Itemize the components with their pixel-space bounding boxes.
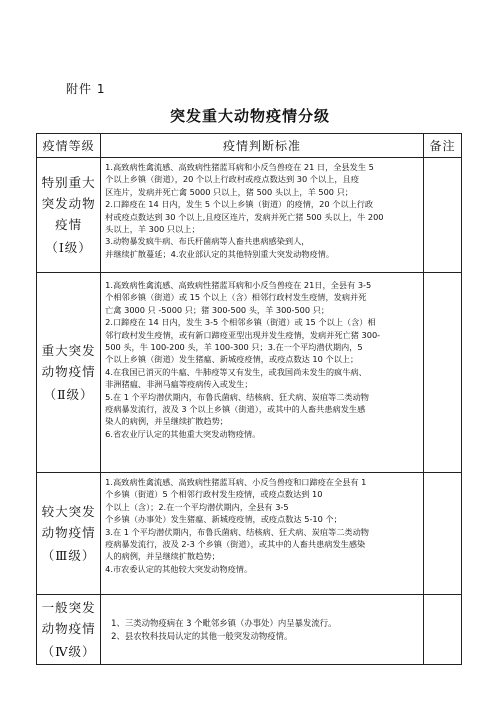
criteria-line: 500 头，牛 100-200 头，羊 100-300 只；3.在一个平均潜伏期内，5 (105, 342, 363, 353)
grade-label: （Ⅳ级） (41, 644, 96, 659)
notes-cell (423, 273, 461, 473)
criteria-line: 头以上，羊 300 只以上； (105, 224, 200, 235)
level-cell (37, 595, 101, 665)
level-line: 一般突发 (41, 600, 96, 615)
notes-cell (423, 473, 461, 595)
criteria-line: 个以上（含）；2.在一个平均潜伏期内，全县有 3-5 (105, 501, 289, 512)
criteria-line: 6.省农业厅认定的其他重大突发动物疫情。 (105, 428, 261, 439)
table-row (37, 273, 462, 473)
grade-label: （Ⅱ级） (43, 387, 94, 402)
level-line: 疫情 (55, 217, 83, 232)
criteria-line: 5.在 1 个平均潜伏期内，布鲁氏菌病、结核病、狂犬病、炭疽等二类动物 (105, 391, 369, 402)
criteria-line: 个乡镇（街道）5 个相邻行政村发生疫情，或疫点数达到 10 (105, 489, 323, 500)
table-row (37, 595, 462, 665)
criteria-line: 个相邻乡镇（街道）或 15 个以上（含）相邻行政村发生疫情，发病并死 (105, 292, 367, 303)
criteria-line: 村或疫点数达到 30 个以上,且疫区连片，发病并死亡猪 500 头以上，牛 200 (105, 211, 384, 222)
grade-label: （Ⅲ级） (41, 548, 96, 563)
epidemic-grading-table (36, 133, 462, 665)
criteria-cell (101, 273, 424, 473)
level-cell (37, 158, 101, 273)
criteria-line: 邻行政村发生疫情，或有新口蹄疫亚型出现并发生疫情，发病并死亡猪 300- (105, 329, 381, 340)
criteria-line: 并继续扩散蔓延；4.农业部认定的其他特别重大突发动物疫情。 (105, 248, 335, 259)
document-title: 突发重大动物疫情分级 (169, 107, 330, 125)
table-row (37, 158, 462, 273)
criteria-line: 4.市农委认定的其他较大突发动物疫情。 (105, 563, 253, 574)
criteria-line: 1.高致病性禽流感、高致病性猪蓝耳病、小反刍兽疫和口蹄疫在全县有 1 (105, 477, 367, 487)
criteria-line: 非洲猪瘟、非洲马瘟等疫病传入或发生； (105, 379, 253, 390)
criteria-line: 疫病暴发流行，波及 2-3 个乡镇（街道），或其中的人畜共患病发生感染 (105, 539, 366, 550)
level-line: 重大突发 (41, 343, 96, 358)
level-cell (37, 473, 101, 595)
criteria-line: 个乡镇（办事处）发生猪瘟、新城疫疫情，或疫点数达 5-10 个； (105, 514, 342, 525)
criteria-line: 2.口蹄疫在 14 日内，发生 5 个以上乡镇（街道）的疫情，20 个以上行政 (105, 199, 374, 210)
level-line: 特别重大 (41, 175, 96, 190)
criteria-line: 亡禽 3000 只 -5000 只；猪 300-500 头，羊 300-500 只； (105, 304, 330, 315)
level-line: 较大突发 (41, 504, 96, 519)
criteria-line: 3.动物暴发疯牛病、布氏杆菌病等人畜共患病感染到人， (105, 236, 310, 247)
criteria-line: 疫病暴发流行，波及 3 个以上乡镇（街道），或其中的人畜共患病发生感 (105, 404, 366, 415)
notes-cell (423, 158, 461, 273)
criteria-cell (101, 595, 424, 665)
attachment-label: 附件 1 (66, 82, 106, 96)
level-line: 动物疫情 (41, 621, 96, 636)
criteria-line: 4.在我国已消灭的牛瘟、牛肺疫等又有发生，或我国尚未发生的疯牛病、 (105, 366, 367, 377)
criteria-line: 2.口蹄疫在 14 日内，发生 3-5 个相邻乡镇（街道）或 15 个以上（含）相 (105, 317, 376, 328)
grade-label: （Ⅰ级） (45, 240, 92, 255)
criteria-line: 人的病例，并呈继续扩散趋势； (105, 551, 220, 562)
criteria-line: 个以上乡镇（街道），20 个以上行政村或疫点数达到 30 个以上，且疫 (105, 174, 359, 185)
criteria-line: 染人的病例，并呈继续扩散趋势； (105, 416, 228, 427)
criteria-line: 1、三类动物疫病在 3 个毗邻乡镇（办事处）内呈暴发流行。 (111, 617, 337, 628)
notes-cell (423, 595, 461, 665)
criteria-line: 1.高致病性禽流感、高致病性猪蓝耳病和小反刍兽疫在 21 日，全县发生 5 (105, 162, 374, 172)
header-criteria: 疫情判断标准 (101, 134, 424, 158)
level-line: 动物疫情 (41, 364, 96, 379)
table-row (37, 473, 462, 595)
criteria-line: 2、县农牧科技局认定的其他一般突发动物疫情。 (111, 630, 293, 641)
criteria-line: 区连片，发病并死亡禽 5000 只以上，猪 500 头以上，羊 500 只； (105, 186, 353, 197)
criteria-line: 1.高致病性禽流感、高致病性猪蓝耳病和小反刍兽疫在 21日，全县有 3-5 (105, 280, 372, 290)
level-line: 突发动物 (41, 196, 96, 211)
level-cell (37, 273, 101, 473)
header-notes: 备注 (423, 134, 461, 158)
header-level: 疫情等级 (37, 134, 101, 158)
criteria-cell (101, 158, 424, 273)
criteria-line: 个以上乡镇（街道）发生猪瘟、新城疫疫情，或疫点数达 10 个以上； (105, 354, 359, 365)
table-header-row (37, 134, 462, 158)
criteria-line: 3.在 1 个平均潜伏期内，布鲁氏菌病、结核病、狂犬病、炭疽等二类动物 (105, 526, 369, 537)
level-line: 动物疫情 (41, 525, 96, 540)
criteria-cell (101, 473, 424, 595)
